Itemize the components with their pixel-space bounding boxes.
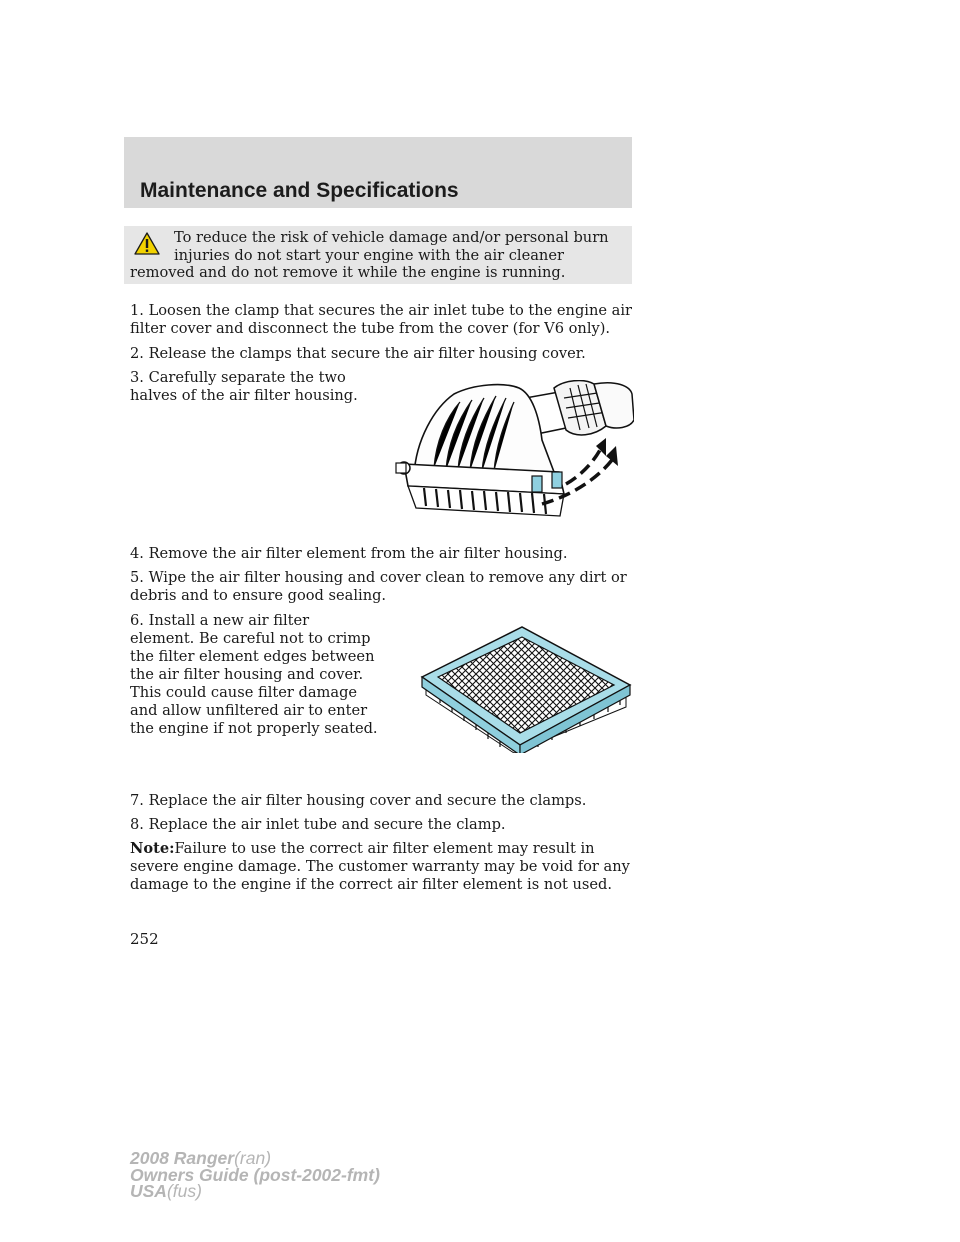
warning-text: To reduce the risk of vehicle damage and/or personal burn injuries do not start your engine with the air cleaner removed and do not remove it while the engine is running. bbox=[130, 229, 609, 281]
step-3: 3. Carefully separate the two halves of the air filter housing. bbox=[130, 369, 358, 404]
footer-model-code: (ran) bbox=[234, 1148, 272, 1168]
step-6: 6. Install a new air filter element. Be careful not to crimp the filter element edges between the air filter housing and cover. This could cause filter damage and allow unfiltered air to enter the engine if not properly seated. bbox=[130, 612, 378, 737]
note-text: Failure to use the correct air filter element may result in severe engine damage. The customer warranty may be void for any damage to the engine if the correct air filter element is not used. bbox=[130, 840, 630, 893]
note-paragraph bbox=[130, 840, 634, 894]
footer-market-code: (fus) bbox=[166, 1181, 202, 1201]
step-7: 7. Replace the air filter housing cover and secure the clamps. bbox=[130, 792, 587, 809]
warning-box bbox=[124, 226, 632, 284]
footer-guide: Owners Guide (post-2002-fmt) bbox=[130, 1164, 380, 1185]
step-8: 8. Replace the air inlet tube and secure the clamp. bbox=[130, 816, 506, 833]
footer-market: USA bbox=[130, 1181, 167, 1201]
page-number: 252 bbox=[130, 930, 159, 948]
step-2: 2. Release the clamps that secure the air filter housing cover. bbox=[130, 345, 586, 362]
page-title: Maintenance and Specifications bbox=[140, 179, 459, 202]
step-4: 4. Remove the air filter element from the air filter housing. bbox=[130, 545, 568, 562]
note-label: Note: bbox=[130, 840, 175, 857]
step-1: 1. Loosen the clamp that secures the air inlet tube to the engine air filter cover and disconnect the tube from the cover (for V6 only). bbox=[130, 302, 632, 337]
air-filter-housing-illustration bbox=[394, 380, 634, 520]
footer-model: 2008 Ranger bbox=[130, 1148, 235, 1168]
section-header bbox=[124, 137, 632, 208]
air-filter-element-illustration bbox=[420, 625, 632, 753]
step-5: 5. Wipe the air filter housing and cover clean to remove any dirt or debris and to ensure good sealing. bbox=[130, 569, 627, 604]
footer-doc-info bbox=[130, 1150, 380, 1200]
